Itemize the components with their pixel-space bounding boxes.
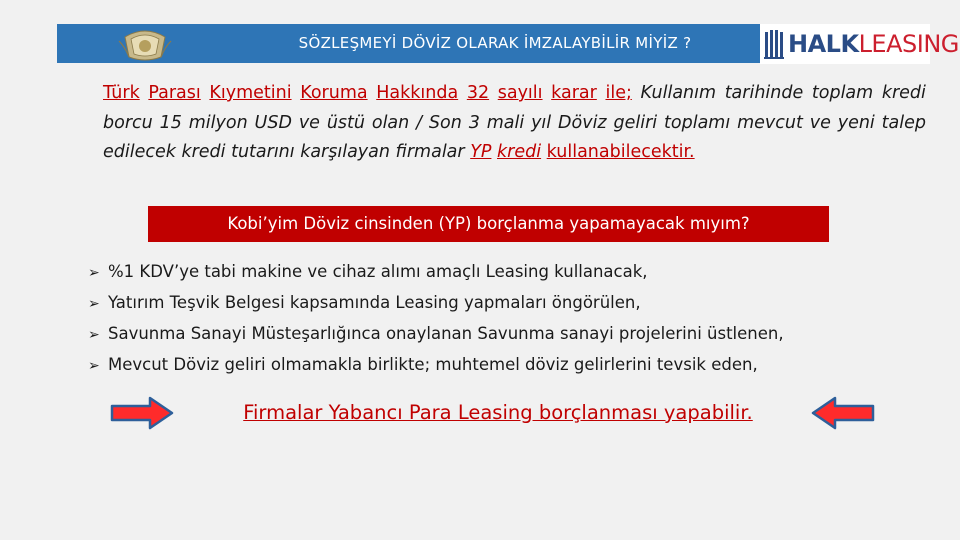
arrow-bullet-icon: ➢ bbox=[88, 296, 100, 312]
intro-tail-text: kullanabilecektir. bbox=[546, 142, 695, 162]
page-title: SÖZLEŞMEYİ DÖVİZ OLARAK İMZALAYBİLİR MİYİZ ? bbox=[298, 34, 692, 52]
list-item bbox=[88, 319, 938, 350]
lead-word: Koruma bbox=[300, 83, 368, 103]
criteria-list bbox=[88, 257, 938, 381]
lead-word: Kıymetini bbox=[209, 83, 292, 103]
lead-word: Hakkında bbox=[376, 83, 459, 103]
lead-word: Türk bbox=[103, 83, 140, 103]
list-item-text: %1 KDV’ye tabi makine ve cihaz alımı amaçlı Leasing kullanacak, bbox=[108, 262, 648, 281]
arrow-bullet-icon: ➢ bbox=[88, 265, 100, 281]
logo-columns-icon bbox=[764, 28, 786, 60]
arrow-bullet-icon: ➢ bbox=[88, 358, 100, 374]
highlight-word: kredi bbox=[497, 142, 542, 162]
list-item bbox=[88, 288, 938, 319]
highlight-word: YP bbox=[470, 142, 492, 162]
lead-word: karar bbox=[551, 83, 597, 103]
lead-word: 32 bbox=[466, 83, 490, 103]
list-item-text: Mevcut Döviz geliri olmamakla birlikte; muhtemel döviz gelirlerini tevsik eden, bbox=[108, 355, 758, 374]
intro-body-text: Kullanım tarihinde toplam kredi borcu 15 milyon USD ve üstü olan / Son 3 mali yıl Döviz geliri toplamı mevcut ve yeni talep edilecek kredi tutarını karşılayan firmalar bbox=[103, 83, 926, 162]
logo-leasing-text: LEASING bbox=[858, 30, 959, 58]
arrow-bullet-icon: ➢ bbox=[88, 327, 100, 343]
left-arrow-icon bbox=[811, 396, 875, 430]
list-item-text: Savunma Sanayi Müsteşarlığınca onaylanan Savunma sanayi projelerini üstlenen, bbox=[108, 324, 784, 343]
question-banner: Kobi’yim Döviz cinsinden (YP) borçlanma yapamayacak mıyım? bbox=[148, 206, 829, 242]
logo-halk-text: HALK bbox=[788, 30, 859, 58]
halkleasing-logo bbox=[760, 24, 959, 64]
crest-emblem-icon bbox=[117, 27, 173, 61]
list-item bbox=[88, 350, 938, 381]
lead-word: ile; bbox=[605, 83, 632, 103]
list-item bbox=[88, 257, 938, 288]
logo-wordmark bbox=[788, 24, 959, 64]
conclusion-text: Firmalar Yabancı Para Leasing borçlanması yapabilir. bbox=[243, 401, 753, 424]
list-item-text: Yatırım Teşvik Belgesi kapsamında Leasing yapmaları öngörülen, bbox=[108, 293, 641, 312]
right-arrow-icon bbox=[110, 396, 174, 430]
intro-paragraph bbox=[103, 79, 926, 168]
lead-word: sayılı bbox=[497, 83, 543, 103]
lead-word: Parası bbox=[148, 83, 201, 103]
